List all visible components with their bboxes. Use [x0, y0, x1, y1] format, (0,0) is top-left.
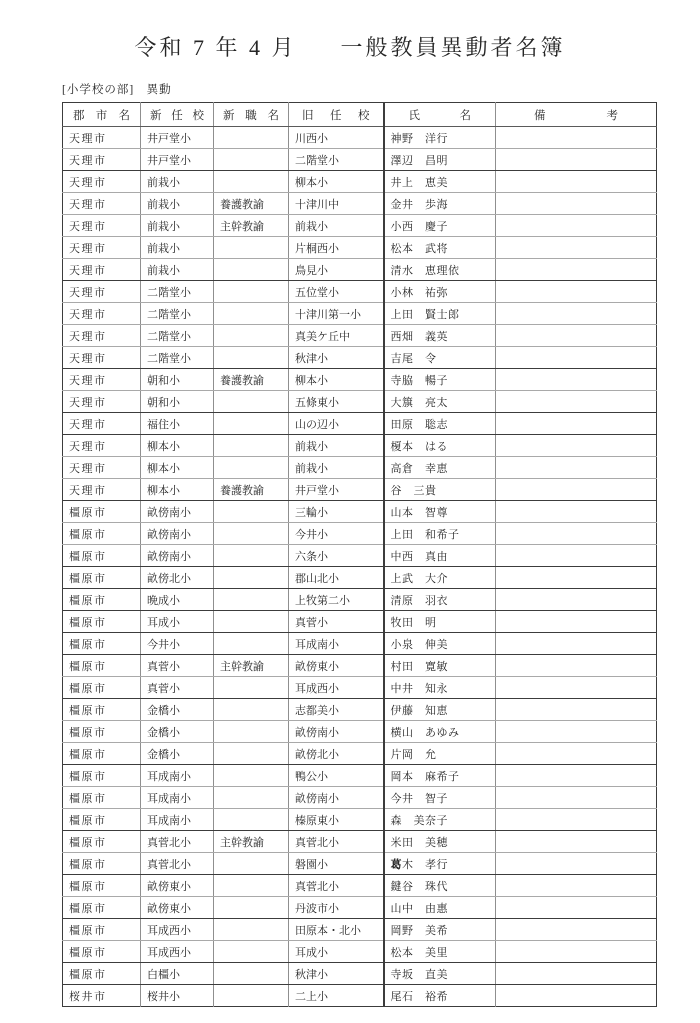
cell-new-title — [214, 809, 289, 831]
cell-city: 天理市 — [63, 303, 141, 325]
cell-old-school: 十津川第一小 — [289, 303, 384, 325]
cell-old-school: 山の辺小 — [289, 413, 384, 435]
cell-name: 松本 武将 — [384, 237, 496, 259]
cell-new-title — [214, 941, 289, 963]
table-row — [63, 919, 657, 941]
cell-new-school: 畝傍南小 — [141, 545, 214, 567]
cell-new-school: 二階堂小 — [141, 347, 214, 369]
cell-name: 森 美奈子 — [384, 809, 496, 831]
cell-city: 橿原市 — [63, 941, 141, 963]
cell-new-title — [214, 567, 289, 589]
cell-new-title — [214, 875, 289, 897]
cell-new-school: 晩成小 — [141, 589, 214, 611]
cell-city: 天理市 — [63, 259, 141, 281]
cell-remark — [496, 765, 657, 787]
cell-city: 橿原市 — [63, 523, 141, 545]
cell-old-school: 十津川中 — [289, 193, 384, 215]
cell-name: 鍵谷 珠代 — [384, 875, 496, 897]
cell-city: 橿原市 — [63, 545, 141, 567]
cell-remark — [496, 567, 657, 589]
cell-city: 橿原市 — [63, 765, 141, 787]
table-row — [63, 633, 657, 655]
table-row — [63, 853, 657, 875]
table-row — [63, 831, 657, 853]
cell-name: 尾石 裕希 — [384, 985, 496, 1007]
cell-city: 橿原市 — [63, 567, 141, 589]
cell-old-school: 真菅北小 — [289, 875, 384, 897]
table-row — [63, 127, 657, 149]
table-row — [63, 677, 657, 699]
cell-new-title — [214, 303, 289, 325]
cell-new-title — [214, 435, 289, 457]
cell-city: 天理市 — [63, 457, 141, 479]
cell-new-title — [214, 963, 289, 985]
cell-old-school: 畝傍南小 — [289, 787, 384, 809]
table-row — [63, 457, 657, 479]
cell-new-title — [214, 391, 289, 413]
cell-name: 葛木 孝行 — [384, 853, 496, 875]
cell-name: 牧田 明 — [384, 611, 496, 633]
cell-name: 山本 智尊 — [384, 501, 496, 523]
cell-old-school: 前栽小 — [289, 435, 384, 457]
cell-city: 橿原市 — [63, 787, 141, 809]
cell-city: 橿原市 — [63, 677, 141, 699]
cell-remark — [496, 325, 657, 347]
cell-remark — [496, 919, 657, 941]
cell-remark — [496, 545, 657, 567]
cell-remark — [496, 237, 657, 259]
cell-new-school: 真菅小 — [141, 655, 214, 677]
cell-name: 岡野 美希 — [384, 919, 496, 941]
cell-remark — [496, 501, 657, 523]
cell-new-school: 柳本小 — [141, 457, 214, 479]
cell-new-title: 主幹教諭 — [214, 831, 289, 853]
cell-new-school: 前栽小 — [141, 193, 214, 215]
cell-remark — [496, 193, 657, 215]
table-row — [63, 963, 657, 985]
cell-city: 橿原市 — [63, 699, 141, 721]
cell-city: 天理市 — [63, 171, 141, 193]
table-row — [63, 567, 657, 589]
cell-new-school: 畝傍東小 — [141, 875, 214, 897]
table-row — [63, 743, 657, 765]
table-row — [63, 809, 657, 831]
cell-new-title — [214, 325, 289, 347]
table-row — [63, 149, 657, 171]
cell-new-school: 二階堂小 — [141, 303, 214, 325]
cell-old-school: 五條東小 — [289, 391, 384, 413]
col-header-old-school: 旧任校 — [289, 103, 384, 127]
cell-name: 榎本 はる — [384, 435, 496, 457]
cell-city: 天理市 — [63, 149, 141, 171]
cell-new-title — [214, 765, 289, 787]
cell-name: 小林 祐弥 — [384, 281, 496, 303]
cell-name: 寺坂 直美 — [384, 963, 496, 985]
cell-remark — [496, 655, 657, 677]
cell-city: 橿原市 — [63, 743, 141, 765]
cell-city: 天理市 — [63, 435, 141, 457]
cell-new-school: 福住小 — [141, 413, 214, 435]
cell-city: 天理市 — [63, 391, 141, 413]
cell-remark — [496, 611, 657, 633]
cell-name: 小泉 伸美 — [384, 633, 496, 655]
cell-name: 寺脇 暢子 — [384, 369, 496, 391]
cell-new-school: 真菅小 — [141, 677, 214, 699]
cell-old-school: 片桐西小 — [289, 237, 384, 259]
cell-remark — [496, 743, 657, 765]
cell-new-school: 前栽小 — [141, 215, 214, 237]
cell-new-school: 金橋小 — [141, 743, 214, 765]
col-header-name: 氏名 — [384, 103, 496, 127]
cell-name: 井上 恵美 — [384, 171, 496, 193]
cell-new-school: 柳本小 — [141, 435, 214, 457]
cell-remark — [496, 853, 657, 875]
cell-city: 天理市 — [63, 127, 141, 149]
cell-old-school: 五位堂小 — [289, 281, 384, 303]
cell-new-title: 養護教諭 — [214, 369, 289, 391]
cell-name: 清水 恵理依 — [384, 259, 496, 281]
table-row — [63, 985, 657, 1007]
cell-remark — [496, 963, 657, 985]
cell-old-school: 前栽小 — [289, 215, 384, 237]
cell-old-school: 田原本・北小 — [289, 919, 384, 941]
title-main: 一般教員異動者名簿 — [340, 35, 566, 60]
cell-new-title — [214, 259, 289, 281]
transfer-table — [62, 102, 657, 1007]
cell-new-school: 畝傍南小 — [141, 523, 214, 545]
table-row — [63, 545, 657, 567]
cell-remark — [496, 633, 657, 655]
cell-new-school: 白橿小 — [141, 963, 214, 985]
cell-new-title — [214, 633, 289, 655]
cell-city: 天理市 — [63, 281, 141, 303]
table-row — [63, 721, 657, 743]
cell-city: 橿原市 — [63, 963, 141, 985]
cell-new-title: 養護教諭 — [214, 479, 289, 501]
cell-name: 金井 歩海 — [384, 193, 496, 215]
cell-old-school: 丹波市小 — [289, 897, 384, 919]
table-row — [63, 347, 657, 369]
table-body — [63, 127, 657, 1007]
table-row — [63, 435, 657, 457]
cell-city: 橿原市 — [63, 501, 141, 523]
cell-old-school: 柳本小 — [289, 171, 384, 193]
cell-remark — [496, 897, 657, 919]
cell-remark — [496, 149, 657, 171]
cell-old-school: 畝傍東小 — [289, 655, 384, 677]
cell-new-school: 桜井小 — [141, 985, 214, 1007]
cell-remark — [496, 941, 657, 963]
cell-name: 田原 聡志 — [384, 413, 496, 435]
table-row — [63, 589, 657, 611]
cell-remark — [496, 259, 657, 281]
table-row — [63, 897, 657, 919]
section-label: [小学校の部] 異動 — [62, 84, 172, 96]
cell-remark — [496, 809, 657, 831]
table-row — [63, 369, 657, 391]
cell-remark — [496, 435, 657, 457]
cell-old-school: 真菅小 — [289, 611, 384, 633]
cell-new-school: 耳成西小 — [141, 919, 214, 941]
table-row — [63, 523, 657, 545]
cell-name: 小西 慶子 — [384, 215, 496, 237]
cell-new-school: 耳成南小 — [141, 787, 214, 809]
cell-city: 天理市 — [63, 237, 141, 259]
cell-city: 橿原市 — [63, 611, 141, 633]
cell-new-school: 金橋小 — [141, 699, 214, 721]
cell-new-title — [214, 589, 289, 611]
cell-old-school: 耳成西小 — [289, 677, 384, 699]
page-title — [0, 33, 700, 63]
cell-city: 橿原市 — [63, 875, 141, 897]
cell-name: 中井 知永 — [384, 677, 496, 699]
cell-new-title — [214, 897, 289, 919]
table-row — [63, 765, 657, 787]
cell-new-title: 主幹教諭 — [214, 655, 289, 677]
cell-new-title — [214, 237, 289, 259]
cell-name: 神野 洋行 — [384, 127, 496, 149]
cell-city: 天理市 — [63, 369, 141, 391]
cell-remark — [496, 523, 657, 545]
table-row — [63, 413, 657, 435]
cell-remark — [496, 303, 657, 325]
cell-remark — [496, 369, 657, 391]
cell-city: 天理市 — [63, 413, 141, 435]
cell-city: 天理市 — [63, 347, 141, 369]
cell-new-title — [214, 501, 289, 523]
cell-new-school: 畝傍南小 — [141, 501, 214, 523]
cell-new-school: 真菅北小 — [141, 831, 214, 853]
cell-name: 澤辺 昌明 — [384, 149, 496, 171]
cell-city: 橿原市 — [63, 919, 141, 941]
cell-remark — [496, 127, 657, 149]
cell-name: 伊藤 知恵 — [384, 699, 496, 721]
cell-new-title — [214, 171, 289, 193]
cell-city: 天理市 — [63, 193, 141, 215]
table-row — [63, 237, 657, 259]
cell-city: 橿原市 — [63, 853, 141, 875]
cell-remark — [496, 677, 657, 699]
table-row — [63, 215, 657, 237]
table-row — [63, 281, 657, 303]
cell-new-school: 真菅北小 — [141, 853, 214, 875]
table-row — [63, 941, 657, 963]
cell-remark — [496, 413, 657, 435]
cell-remark — [496, 457, 657, 479]
cell-city: 橿原市 — [63, 721, 141, 743]
cell-city: 橿原市 — [63, 897, 141, 919]
cell-name: 岡本 麻希子 — [384, 765, 496, 787]
cell-name: 谷 三貴 — [384, 479, 496, 501]
cell-remark — [496, 347, 657, 369]
cell-old-school: 秋津小 — [289, 347, 384, 369]
col-header-new-title: 新職名 — [214, 103, 289, 127]
cell-name: 上田 賢士郎 — [384, 303, 496, 325]
cell-name: 松本 美里 — [384, 941, 496, 963]
cell-name: 米田 美穂 — [384, 831, 496, 853]
title-era-date: 令和 7 年 4 月 — [134, 35, 297, 60]
cell-old-school: 磐園小 — [289, 853, 384, 875]
table-row — [63, 479, 657, 501]
cell-new-school: 井戸堂小 — [141, 149, 214, 171]
cell-new-title: 養護教諭 — [214, 193, 289, 215]
cell-old-school: 上牧第二小 — [289, 589, 384, 611]
cell-remark — [496, 699, 657, 721]
cell-new-title — [214, 743, 289, 765]
cell-new-school: 前栽小 — [141, 237, 214, 259]
cell-new-school: 朝和小 — [141, 369, 214, 391]
cell-new-school: 畝傍北小 — [141, 567, 214, 589]
cell-new-title — [214, 545, 289, 567]
table-row — [63, 611, 657, 633]
cell-old-school: 畝傍南小 — [289, 721, 384, 743]
cell-new-title — [214, 457, 289, 479]
table-header-row — [63, 103, 657, 127]
cell-new-school: 二階堂小 — [141, 281, 214, 303]
cell-new-title — [214, 919, 289, 941]
cell-remark — [496, 831, 657, 853]
table-row — [63, 501, 657, 523]
cell-new-school: 耳成南小 — [141, 765, 214, 787]
cell-name: 中西 真由 — [384, 545, 496, 567]
cell-name: 西畑 義英 — [384, 325, 496, 347]
cell-new-title — [214, 149, 289, 171]
cell-new-school: 耳成小 — [141, 611, 214, 633]
cell-new-school: 井戸堂小 — [141, 127, 214, 149]
cell-old-school: 六条小 — [289, 545, 384, 567]
cell-new-title: 主幹教諭 — [214, 215, 289, 237]
cell-new-school: 今井小 — [141, 633, 214, 655]
cell-name: 清原 羽衣 — [384, 589, 496, 611]
cell-old-school: 二上小 — [289, 985, 384, 1007]
col-header-remarks: 備考 — [496, 103, 657, 127]
cell-old-school: 前栽小 — [289, 457, 384, 479]
cell-name: 村田 寛敏 — [384, 655, 496, 677]
table-row — [63, 655, 657, 677]
cell-new-title — [214, 721, 289, 743]
cell-old-school: 井戸堂小 — [289, 479, 384, 501]
cell-old-school: 耳成南小 — [289, 633, 384, 655]
cell-new-school: 前栽小 — [141, 259, 214, 281]
table-row — [63, 193, 657, 215]
cell-new-school: 朝和小 — [141, 391, 214, 413]
cell-remark — [496, 215, 657, 237]
cell-city: 橿原市 — [63, 831, 141, 853]
cell-new-title — [214, 127, 289, 149]
cell-name: 横山 あゆみ — [384, 721, 496, 743]
cell-remark — [496, 985, 657, 1007]
cell-new-title — [214, 281, 289, 303]
cell-new-school: 耳成南小 — [141, 809, 214, 831]
cell-old-school: 今井小 — [289, 523, 384, 545]
table-row — [63, 699, 657, 721]
cell-new-title — [214, 677, 289, 699]
cell-new-title — [214, 985, 289, 1007]
table-row — [63, 875, 657, 897]
cell-old-school: 真菅北小 — [289, 831, 384, 853]
cell-new-title — [214, 523, 289, 545]
cell-old-school: 鳥見小 — [289, 259, 384, 281]
cell-city: 桜井市 — [63, 985, 141, 1007]
cell-new-school: 耳成西小 — [141, 941, 214, 963]
cell-name: 高倉 幸恵 — [384, 457, 496, 479]
cell-name: 上田 和希子 — [384, 523, 496, 545]
cell-remark — [496, 391, 657, 413]
cell-remark — [496, 589, 657, 611]
cell-name: 上武 大介 — [384, 567, 496, 589]
cell-city: 天理市 — [63, 215, 141, 237]
cell-old-school: 柳本小 — [289, 369, 384, 391]
table-row — [63, 391, 657, 413]
cell-city: 橿原市 — [63, 589, 141, 611]
cell-new-school: 二階堂小 — [141, 325, 214, 347]
cell-old-school: 二階堂小 — [289, 149, 384, 171]
cell-name: 大簱 亮太 — [384, 391, 496, 413]
table-row — [63, 787, 657, 809]
cell-new-title — [214, 611, 289, 633]
cell-name: 山中 由惠 — [384, 897, 496, 919]
cell-city: 天理市 — [63, 479, 141, 501]
cell-old-school: 鴨公小 — [289, 765, 384, 787]
cell-new-title — [214, 853, 289, 875]
table-row — [63, 171, 657, 193]
cell-remark — [496, 479, 657, 501]
col-header-new-school: 新任校 — [141, 103, 214, 127]
cell-new-title — [214, 347, 289, 369]
cell-new-school: 前栽小 — [141, 171, 214, 193]
table-row — [63, 303, 657, 325]
cell-name: 吉尾 令 — [384, 347, 496, 369]
cell-city: 橿原市 — [63, 655, 141, 677]
cell-old-school: 志都美小 — [289, 699, 384, 721]
cell-name: 片岡 允 — [384, 743, 496, 765]
cell-old-school: 真美ケ丘中 — [289, 325, 384, 347]
cell-old-school: 耳成小 — [289, 941, 384, 963]
cell-old-school: 秋津小 — [289, 963, 384, 985]
cell-new-school: 畝傍東小 — [141, 897, 214, 919]
table-row — [63, 325, 657, 347]
cell-old-school: 畝傍北小 — [289, 743, 384, 765]
cell-remark — [496, 721, 657, 743]
cell-city: 橿原市 — [63, 809, 141, 831]
cell-remark — [496, 281, 657, 303]
bold-glyph: 葛 — [390, 858, 402, 871]
cell-remark — [496, 875, 657, 897]
cell-new-school: 金橋小 — [141, 721, 214, 743]
document-page — [0, 33, 700, 1007]
cell-city: 橿原市 — [63, 633, 141, 655]
cell-new-title — [214, 413, 289, 435]
cell-name: 今井 智子 — [384, 787, 496, 809]
cell-new-title — [214, 699, 289, 721]
cell-old-school: 榛原東小 — [289, 809, 384, 831]
cell-old-school: 郡山北小 — [289, 567, 384, 589]
cell-old-school: 三輪小 — [289, 501, 384, 523]
cell-old-school: 川西小 — [289, 127, 384, 149]
table-row — [63, 259, 657, 281]
cell-remark — [496, 171, 657, 193]
cell-remark — [496, 787, 657, 809]
col-header-city: 郡市名 — [63, 103, 141, 127]
cell-new-school: 柳本小 — [141, 479, 214, 501]
cell-city: 天理市 — [63, 325, 141, 347]
cell-new-title — [214, 787, 289, 809]
